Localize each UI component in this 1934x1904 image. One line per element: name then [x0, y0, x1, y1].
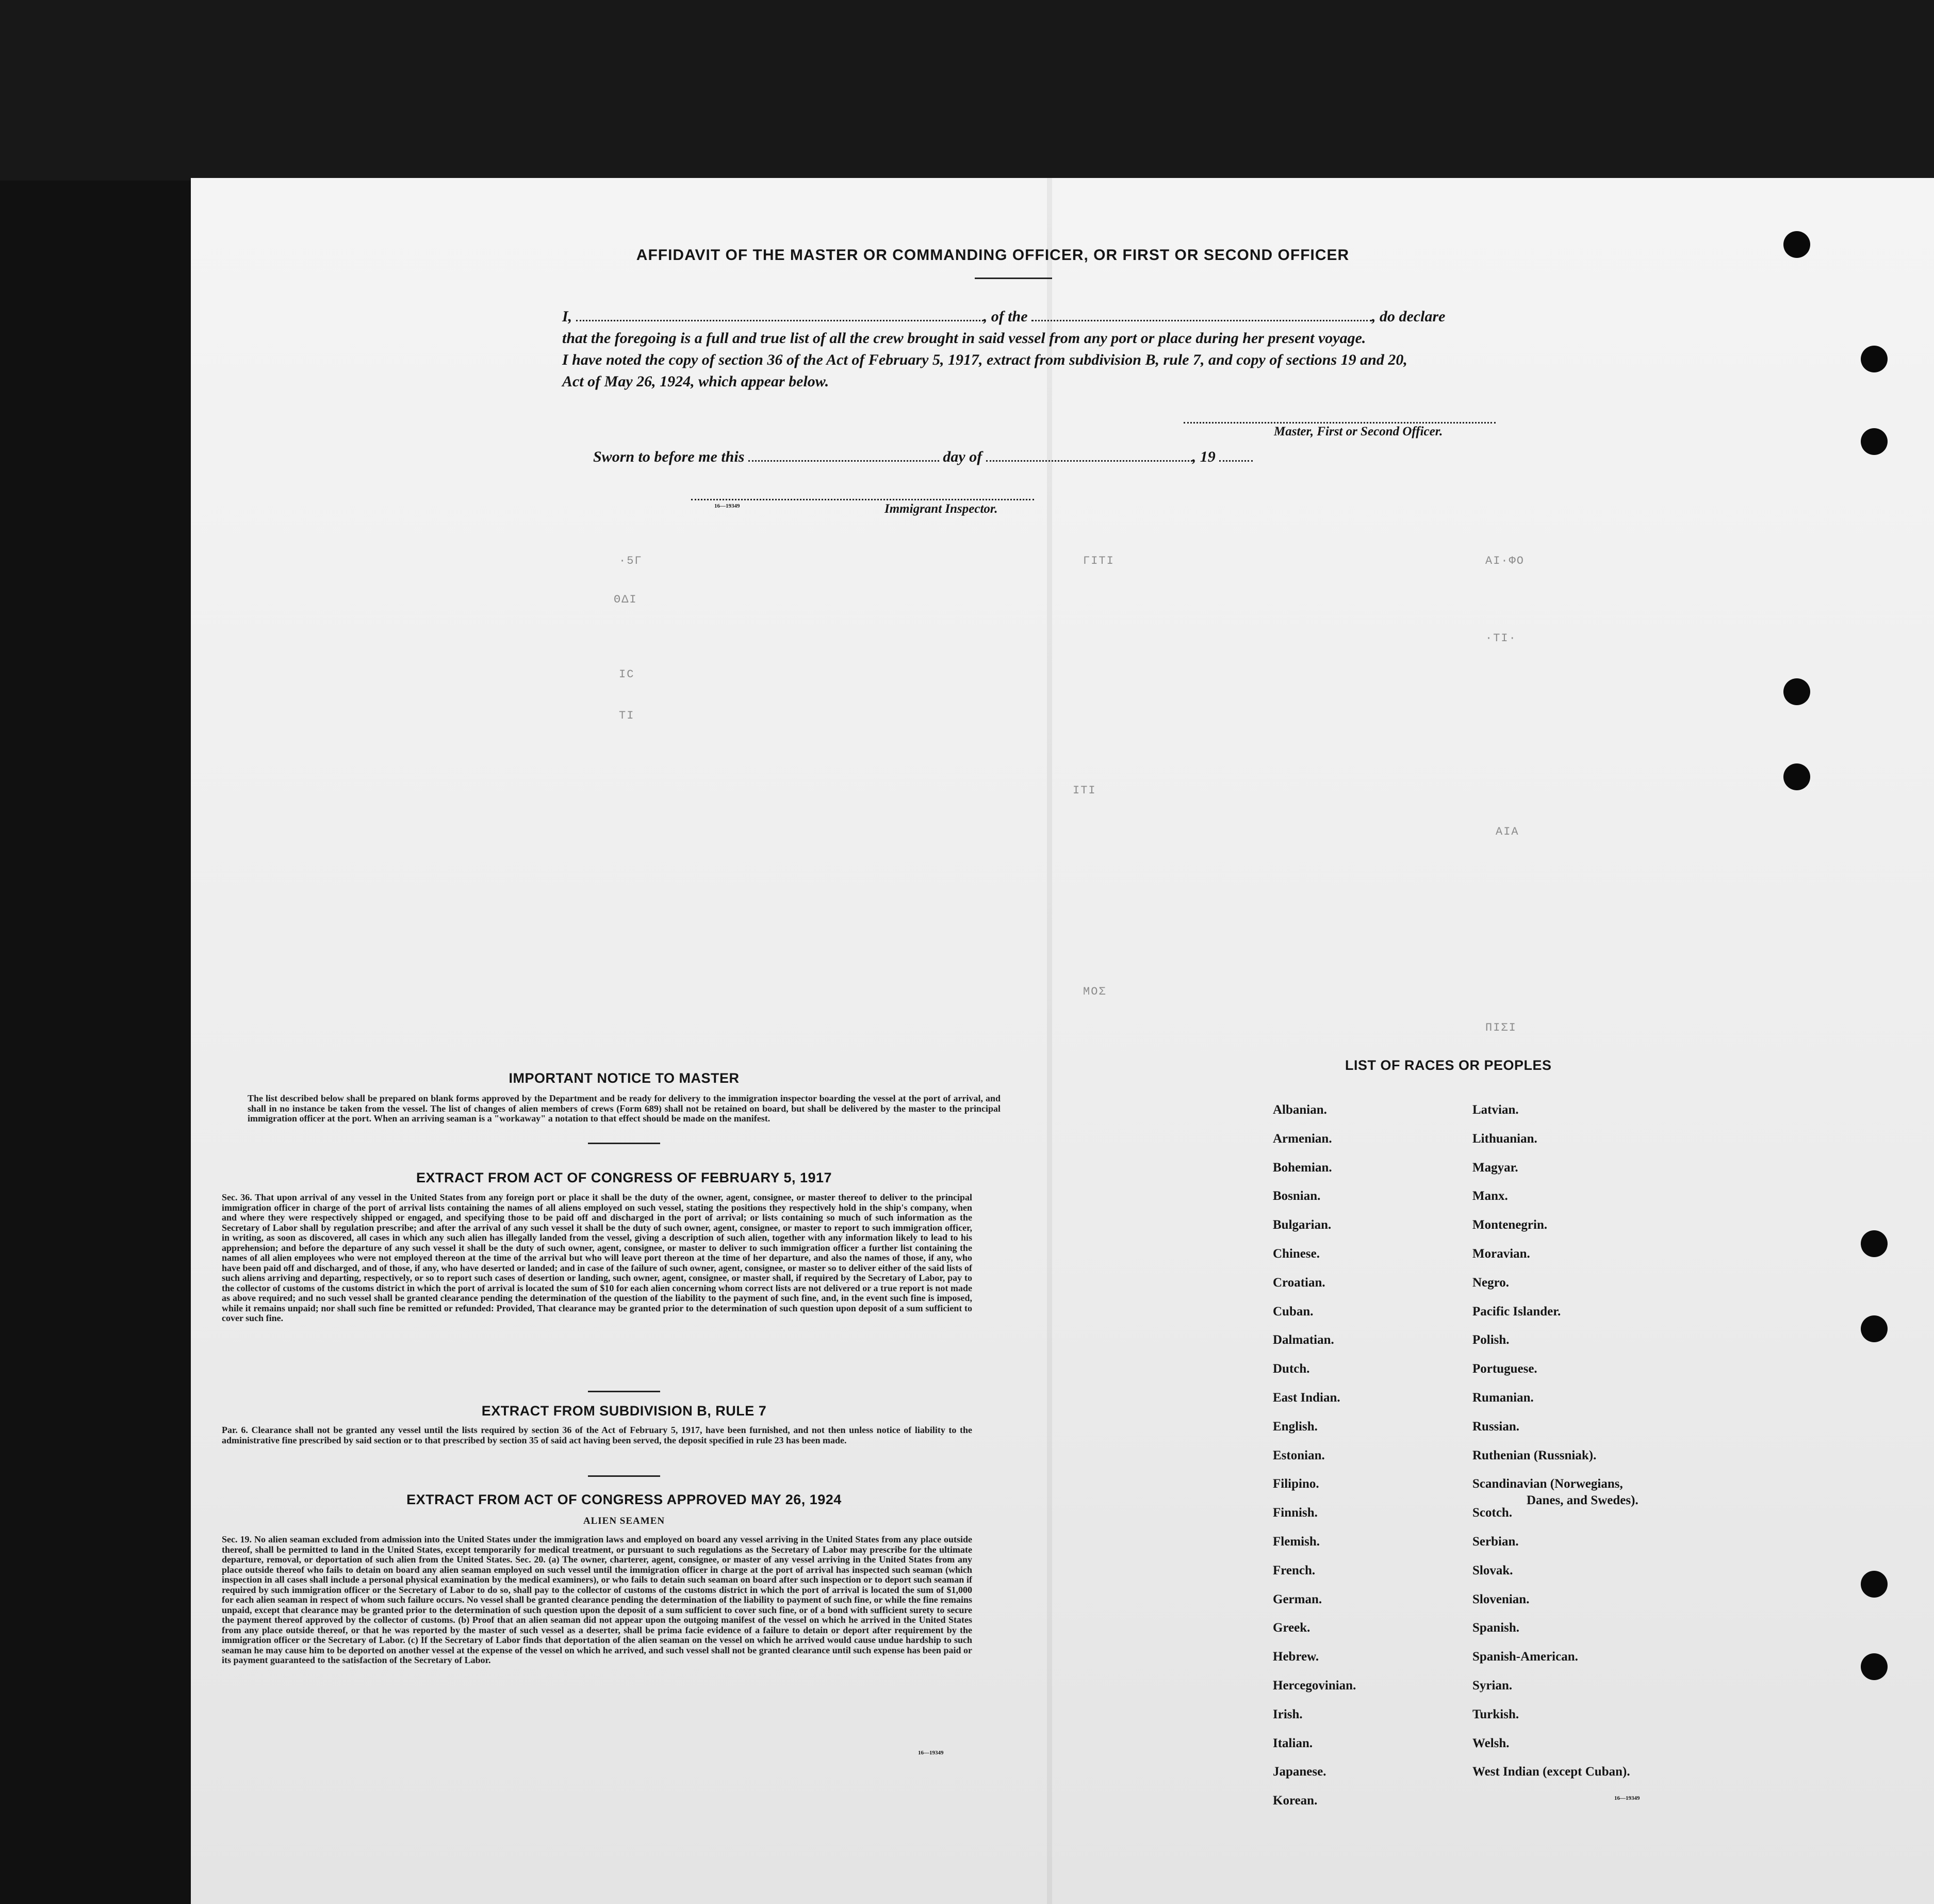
race-item: Croatian.: [1273, 1275, 1325, 1290]
race-item: Greek.: [1273, 1621, 1310, 1635]
label-year: , 19: [1192, 448, 1216, 465]
race-item: Portuguese.: [1472, 1362, 1537, 1376]
race-item: Syrian.: [1472, 1679, 1513, 1693]
label-day-of: day of: [943, 448, 982, 465]
label-i: I,: [562, 308, 572, 325]
race-item: West Indian (except Cuban).: [1472, 1765, 1630, 1779]
race-item: Pacific Islander.: [1472, 1304, 1561, 1319]
sworn-line: [593, 447, 1315, 467]
inspector-caption: Immigrant Inspector.: [884, 502, 998, 516]
race-item: Moravian.: [1472, 1247, 1530, 1261]
race-item: Hercegovinian.: [1273, 1679, 1356, 1693]
label-sworn: Sworn to before me this: [593, 448, 745, 465]
extract-1917-text: Sec. 36. That upon arrival of any vessel in the United States from any foreign port or place it shall be the duty of the owner, agent, consignee, or master thereof to deliver to the principal immigration officer in charge of the port of arrival lists containing the names of all aliens employed on such vessel, stating the positions they respectively hold in the ship's company, when and where they were respectively shipped or engaged, and specifying those to be paid off and discharged in the port of arrival; or lists containing so much of such information as the Secretary of Labor shall by regulation prescribe; and after the arrival of any such vessel it shall be the duty of such owner, agent, consignee, or master to report to such immigration officer, in writing, as soon as discovered, all cases in which any such alien has illegally landed from the vessel, giving a description of such alien, together with any information likely to lead to his apprehension; and before the departure of any such vessel it shall be the duty of such owner, agent, consignee, or master to deliver to such immigration officer a further list containing the names of all alien employees who were not employed thereon at the time of the arrival but who will leave port thereon at the time of her departure, and also the names of those, if any, who have been paid off and discharged, and of those, if any, who have deserted or landed; and in case of the failure of such owner, agent, consignee, or master so to deliver either of the said lists of such aliens arriving and departing, respectively, or so to report such cases of desertion or landing, such owner, agent, consignee, or master shall, if required by the Secretary of Labor, pay to the collector of customs of the customs district in which the port of arrival is located the sum of $10 for each alien concerning whom correct lists are not delivered or a true report is not made as above required; and no such vessel shall be granted clearance pending the determination of the question of the liability to the payment of such fine, and, in the event such fine is imposed, while it remains unpaid; nor shall such fine be remitted or refunded: Provided, That clearance may be granted prior to the determination of such question upon deposit of a sum sufficient to cover such fine.: [222, 1192, 972, 1323]
race-item: Estonian.: [1273, 1448, 1325, 1462]
race-item: Turkish.: [1472, 1707, 1519, 1721]
race-item: Russian.: [1472, 1419, 1520, 1434]
race-item: Dalmatian.: [1273, 1333, 1334, 1347]
race-item: Welsh.: [1472, 1736, 1510, 1750]
divider: [588, 1391, 660, 1392]
race-item: Flemish.: [1273, 1535, 1320, 1549]
sworn-day-field[interactable]: [748, 460, 939, 462]
race-item: Polish.: [1472, 1333, 1510, 1347]
race-item: Finnish.: [1273, 1506, 1318, 1520]
race-item: Filipino.: [1273, 1477, 1319, 1491]
punch-hole: [1783, 763, 1810, 790]
race-item: Manx.: [1472, 1189, 1508, 1203]
race-item: Cuban.: [1273, 1304, 1314, 1319]
race-item: Spanish-American.: [1472, 1650, 1578, 1664]
race-item: Latvian.: [1472, 1103, 1519, 1117]
signature-caption: Master, First or Second Officer.: [1274, 425, 1443, 438]
form-code: 16—19349: [714, 503, 740, 509]
extract-1924-text: Sec. 19. No alien seaman excluded from admission into the United States under the immigration laws and employed on board any vessel arriving in the United States from any place outside thereof, shall be permitted to land in the United States, except temporarily for medical treatment, or pursuant to such regulations as the Secretary of Labor may prescribe for the ultimate departure, removal, or deportation of such alien from the United States. Sec. 20. (a) The owner, charterer, agent, consignee, or master of any vessel arriving in the United States from any place outside thereof who fails to detain on board any alien seaman employed on such vessel until the immigration officer in charge at the port of arrival has inspected such seaman (which inspection in all cases shall include a personal physical examination by the medical examiners), or who fails to detain such seaman on board after such inspection or to deport such seaman if required by such immigration officer or the Secretary of Labor to do so, shall pay to the collector of customs of the customs district in which the port of arrival is located the sum of $1,000 for each alien seaman in respect of whom such failure occurs. No vessel shall be granted clearance pending the determination of the liability to payment of such fine, or while the fine remains unpaid, except that clearance may be granted prior to the determination of such question upon the deposit of a sum sufficient to cover such fine, or of a bond with sufficient surety to secure the payment thereof approved by the collector of customs. (b) Proof that an alien seaman did not appear upon the outgoing manifest of the vessel on which he arrived in the United States from any place outside thereof, or that he was reported by the master of such vessel as a deserter, shall be prima facie evidence of a failure to detain or deport after requirement by the immigration officer or the Secretary of Labor. (c) If the Secretary of Labor finds that deportation of the alien seaman on the vessel on which he arrived would cause undue hardship to such seaman he may cause him to be deported on another vessel at the expense of the vessel on which he arrived, and such vessel shall not be granted clearance until such expense has been paid or its payment guaranteed to the satisfaction of the Secretary of Labor.: [222, 1534, 972, 1665]
label-of-the: , of the: [983, 308, 1028, 325]
race-item: Hebrew.: [1273, 1650, 1319, 1664]
race-item: Magyar.: [1472, 1160, 1518, 1175]
affidavit-line-4: Act of May 26, 1924, which appear below.: [562, 373, 829, 390]
sworn-year-field[interactable]: [1219, 460, 1253, 462]
punch-hole: [1861, 428, 1888, 455]
alien-seamen-subtitle: ALIEN SEAMEN: [583, 1516, 665, 1526]
race-item: Ruthenian (Russniak).: [1472, 1448, 1597, 1462]
race-item: Bohemian.: [1273, 1160, 1332, 1175]
notice-text: The list described below shall be prepared on blank forms approved by the Department and be ready for delivery to the immigration inspector boarding the vessel at the port of arrival, and shall in no instance be taken from the vessel. The list of changes of alien members of crews (Form 689) shall not be retained on board, but shall be delivered by the master to the principal immigration officer at the port. When an arriving seaman is a "workaway" a notation to that effect should be made on the manifest.: [248, 1093, 1001, 1124]
sworn-month-field[interactable]: [986, 460, 1192, 462]
race-item: Slovenian.: [1472, 1592, 1530, 1606]
punch-hole: [1861, 1653, 1888, 1680]
punch-hole: [1783, 678, 1810, 705]
punch-hole: [1861, 1571, 1888, 1598]
race-item: Montenegrin.: [1472, 1218, 1548, 1232]
race-item: Albanian.: [1273, 1103, 1327, 1117]
race-item: English.: [1273, 1419, 1318, 1434]
race-item: Irish.: [1273, 1707, 1303, 1721]
race-item: French.: [1273, 1563, 1316, 1577]
race-item: Lithuanian.: [1472, 1131, 1537, 1146]
notice-title: IMPORTANT NOTICE TO MASTER: [509, 1070, 740, 1086]
race-item: Spanish.: [1472, 1621, 1520, 1635]
race-item: Scotch.: [1472, 1506, 1513, 1520]
label-do-declare: , do declare: [1372, 308, 1446, 325]
master-name-field[interactable]: [576, 320, 984, 321]
race-item: Armenian.: [1273, 1131, 1332, 1146]
race-item: Negro.: [1472, 1275, 1510, 1290]
affidavit-declaration-line: [562, 306, 1521, 327]
divider: [975, 278, 1052, 279]
extract-1917-title: EXTRACT FROM ACT OF CONGRESS OF FEBRUARY 5, 1917: [416, 1170, 832, 1185]
form-code: 16—19349: [1614, 1795, 1640, 1801]
race-item: Italian.: [1273, 1736, 1313, 1750]
page-fold: [1047, 178, 1052, 1904]
extract-rule7-title: EXTRACT FROM SUBDIVISION B, RULE 7: [481, 1403, 767, 1419]
punch-hole: [1783, 231, 1810, 258]
extract-1924-title: EXTRACT FROM ACT OF CONGRESS APPROVED MAY 26, 1924: [406, 1492, 842, 1507]
scanner-background: [0, 0, 1934, 181]
punch-hole: [1861, 1315, 1888, 1342]
race-item: East Indian.: [1273, 1391, 1340, 1405]
signature-line[interactable]: [1184, 422, 1496, 424]
race-item: Rumanian.: [1472, 1391, 1534, 1405]
race-item: Chinese.: [1273, 1247, 1320, 1261]
race-item: Dutch.: [1273, 1362, 1310, 1376]
inspector-signature-line[interactable]: [691, 499, 1034, 500]
race-item: Korean.: [1273, 1794, 1318, 1808]
race-item: Bosnian.: [1273, 1189, 1321, 1203]
race-item: Bulgarian.: [1273, 1218, 1332, 1232]
race-item: Japanese.: [1273, 1765, 1326, 1779]
punch-hole: [1861, 346, 1888, 372]
race-item-continuation: Danes, and Swedes).: [1527, 1493, 1638, 1508]
affidavit-line-2: that the foregoing is a full and true list of all the crew brought in said vessel from any port or place during her present voyage.: [562, 330, 1366, 347]
race-item: German.: [1273, 1592, 1322, 1606]
race-item: Scandinavian (Norwegians,: [1472, 1477, 1623, 1491]
race-item: Slovak.: [1472, 1563, 1513, 1577]
affidavit-line-3: I have noted the copy of section 36 of the Act of February 5, 1917, extract from subdivision B, rule 7, and copy of sections 19 and 20,: [562, 351, 1407, 368]
form-code: 16—19349: [918, 1750, 944, 1756]
vessel-name-field[interactable]: [1031, 320, 1372, 321]
extract-rule7-text: Par. 6. Clearance shall not be granted any vessel until the lists required by section 36 of the Act of February 5, 1917, have been furnished, and not then unless notice of liability to the administrative fine prescribed by said section or to that prescribed by section 35 of said act having been served, the deposit specified in rule 23 has been made.: [222, 1425, 972, 1445]
punch-hole: [1861, 1230, 1888, 1257]
divider: [588, 1143, 660, 1144]
race-item: Serbian.: [1472, 1535, 1519, 1549]
divider: [588, 1475, 660, 1477]
affidavit-title: AFFIDAVIT OF THE MASTER OR COMMANDING OFFICER, OR FIRST OR SECOND OFFICER: [636, 247, 1350, 264]
races-title: LIST OF RACES OR PEOPLES: [1345, 1057, 1552, 1073]
